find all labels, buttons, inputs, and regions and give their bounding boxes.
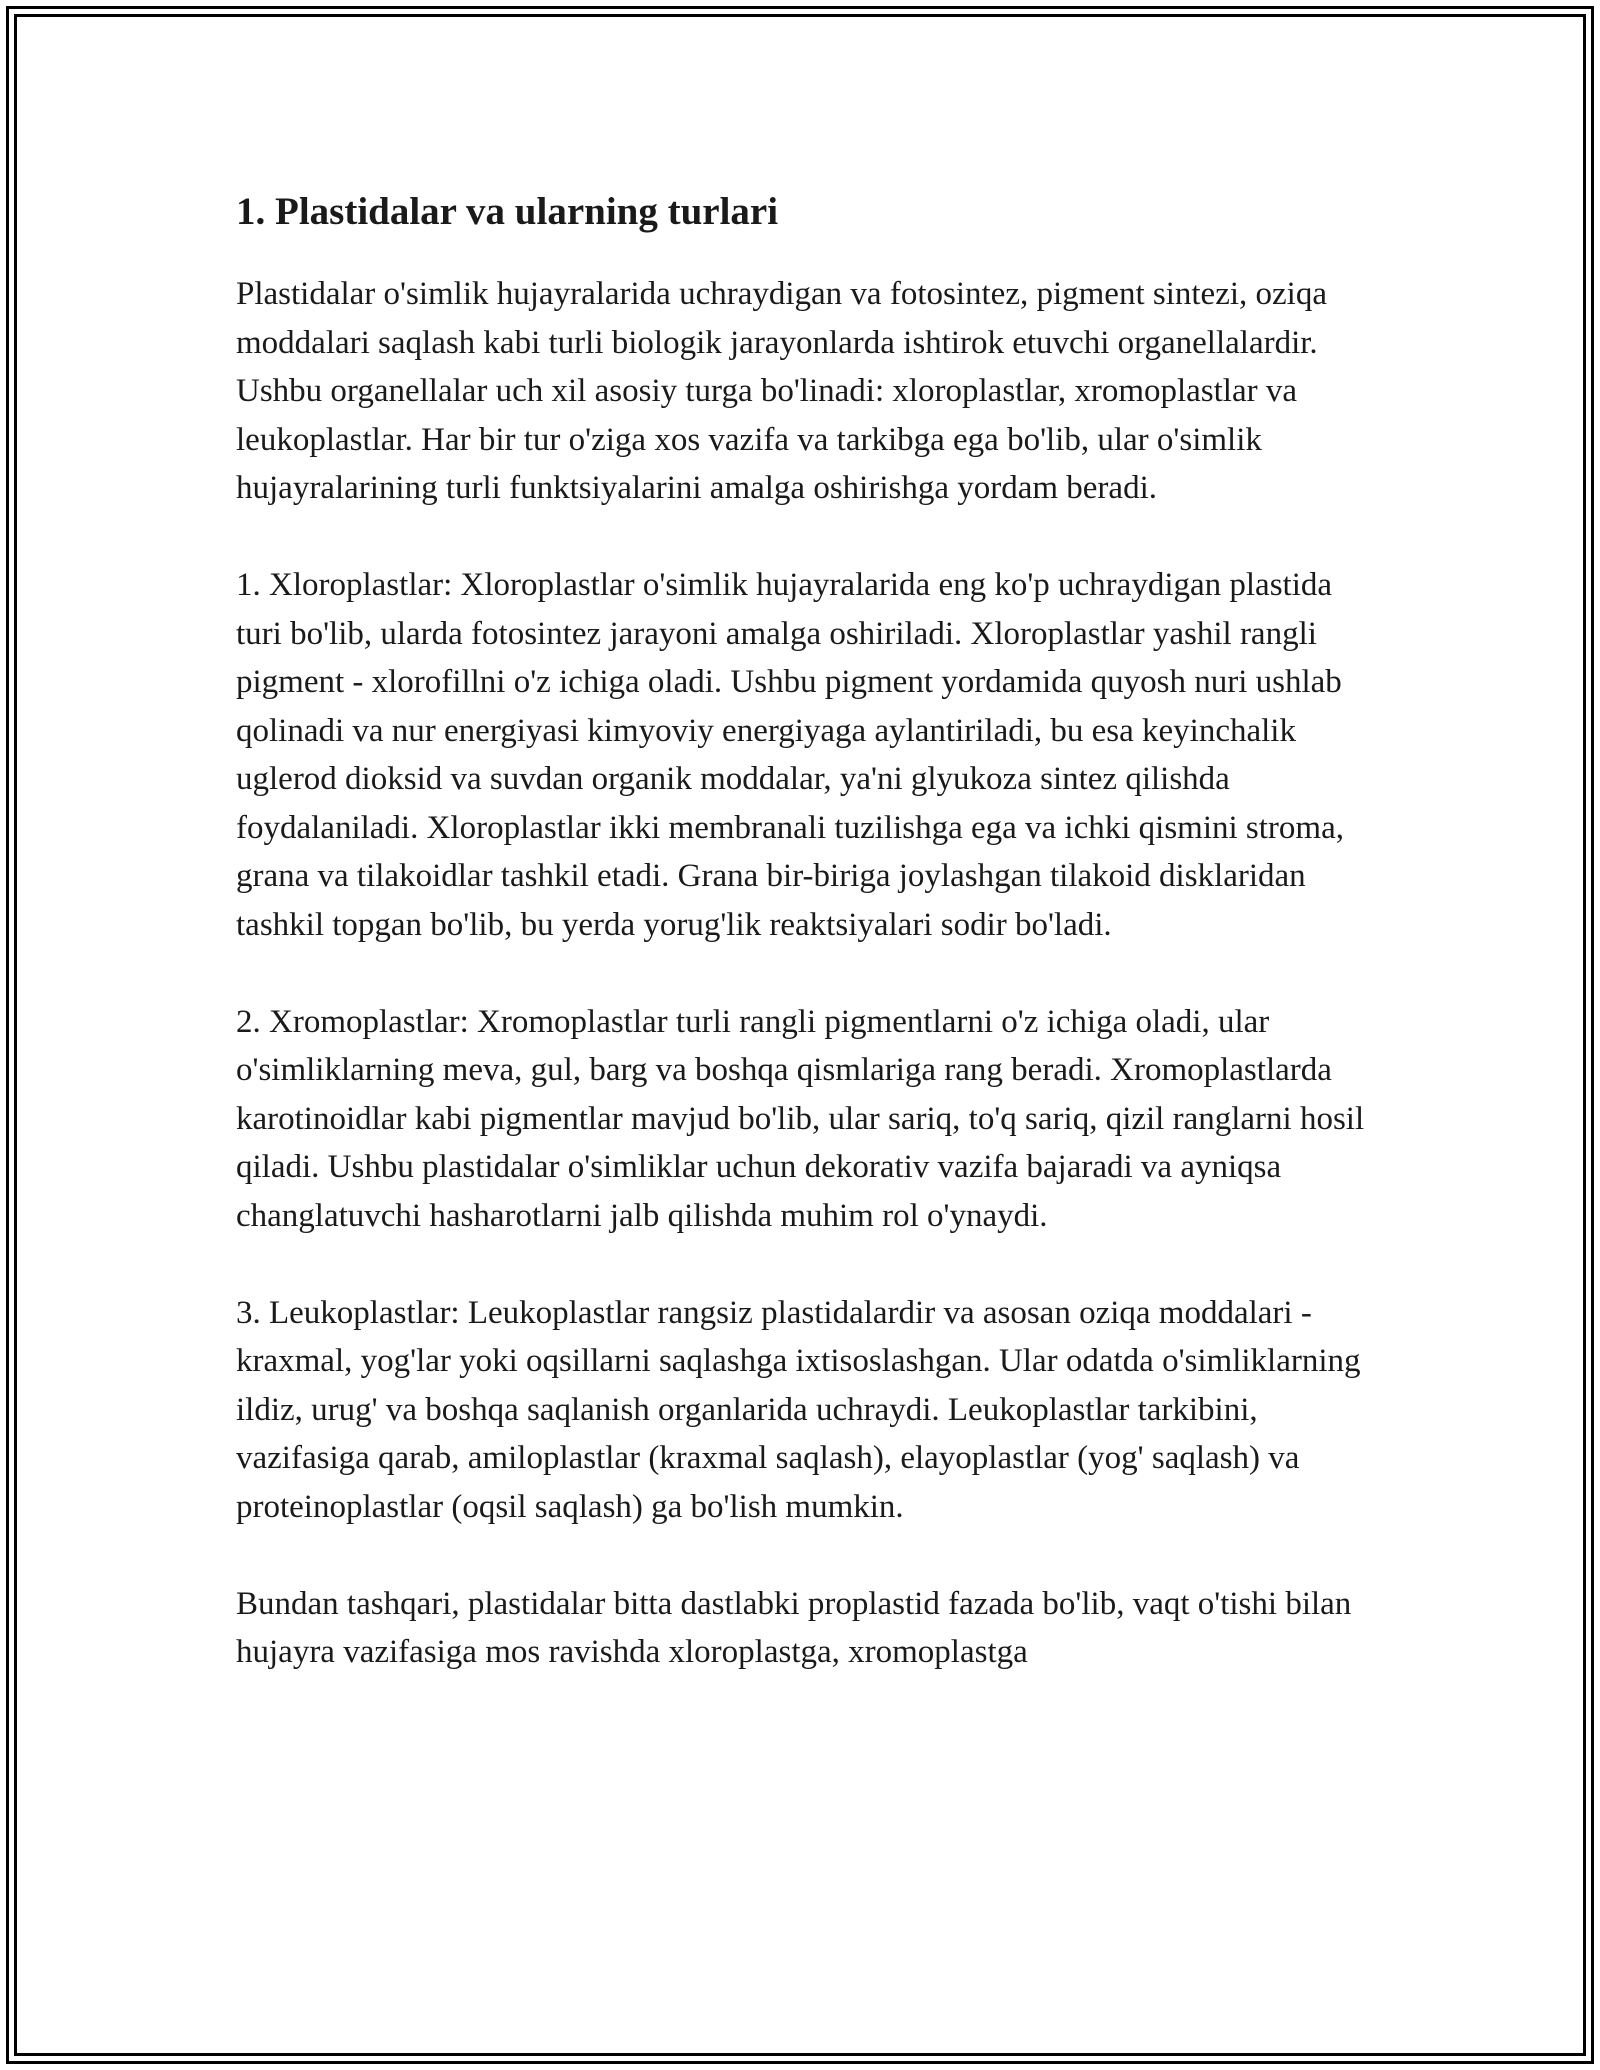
- paragraph-intro: Plastidalar o'simlik hujayralarida uchraydigan va fotosintez, pigment sintezi, oziqa moddalari saqlash kabi turli biologik jarayonlarda ishtirok etuvchi organellalardir. Ushbu organellalar uch xil asosiy turga bo'linadi: xloroplastlar, xromoplastlar va leukoplastlar. Har bir tur o'ziga xos vazifa va tarkibga ega bo'lib, ular o'simlik hujayralarining turli funktsiyalarini amalga oshirishga yordam beradi.: [236, 276, 1327, 506]
- paragraph-chloroplasts: 1. Xloroplastlar: Xloroplastlar o'simlik hujayralarida eng ko'p uchraydigan plastida turi bo'lib, ularda fotosintez jarayoni amalga oshiriladi. Xloroplastlar yashil rangli pigment - xlorofillni o'z ichiga oladi. Ushbu pigment yordamida quyosh nuri ushlab qolinadi va nur energiyasi kimyoviy energiyaga aylantiriladi, bu esa keyinchalik uglerod dioksid va suvdan organik moddalar, ya'ni glyukoza sintez qilishda foydalaniladi. Xloroplastlar ikki membranali tuzilishga ega va ichki qismini stroma, grana va tilakoidlar tashkil etadi. Grana bir-biriga joylashgan tilakoid disklaridan tashkil topgan bo'lib, bu yerda yorug'lik reaktsiyalari sodir bo'ladi.: [236, 567, 1344, 943]
- paragraph-proplastids: Bundan tashqari, plastidalar bitta dastlabki proplastid fazada bo'lib, vaqt o'tishi bilan hujayra vazifasiga mos ravishda xloroplastga, xromoplastga: [236, 1585, 1352, 1670]
- document-body: [236, 186, 1366, 1725]
- page-title: 1. Plastidalar va ularning turlari: [236, 190, 779, 233]
- paragraph-chromoplasts: 2. Xromoplastlar: Xromoplastlar turli rangli pigmentlarni o'z ichiga oladi, ular o'simliklarning meva, gul, barg va boshqa qismlariga rang beradi. Xromoplastlarda karotinoidlar kabi pigmentlar mavjud bo'lib, ular sariq, to'q sariq, qizil ranglarni hosil qiladi. Ushbu plastidalar o'simliklar uchun dekorativ vazifa bajaradi va ayniqsa changlatuvchi hasharotlarni jalb qilishda muhim rol o'ynaydi.: [236, 1003, 1365, 1234]
- paragraph-leucoplasts: 3. Leukoplastlar: Leukoplastlar rangsiz plastidalardir va asosan oziqa moddalari - kraxmal, yog'lar yoki oqsillarni saqlashga ixtisoslashgan. Ular odatda o'simliklarning ildiz, urug' va boshqa saqlanish organlarida uchraydi. Leukoplastlar tarkibini, vazifasiga qarab, amiloplastlar (kraxmal saqlash), elayoplastlar (yog' saqlash) va proteinoplastlar (oqsil saqlash) ga bo'lish mumkin.: [236, 1294, 1361, 1525]
